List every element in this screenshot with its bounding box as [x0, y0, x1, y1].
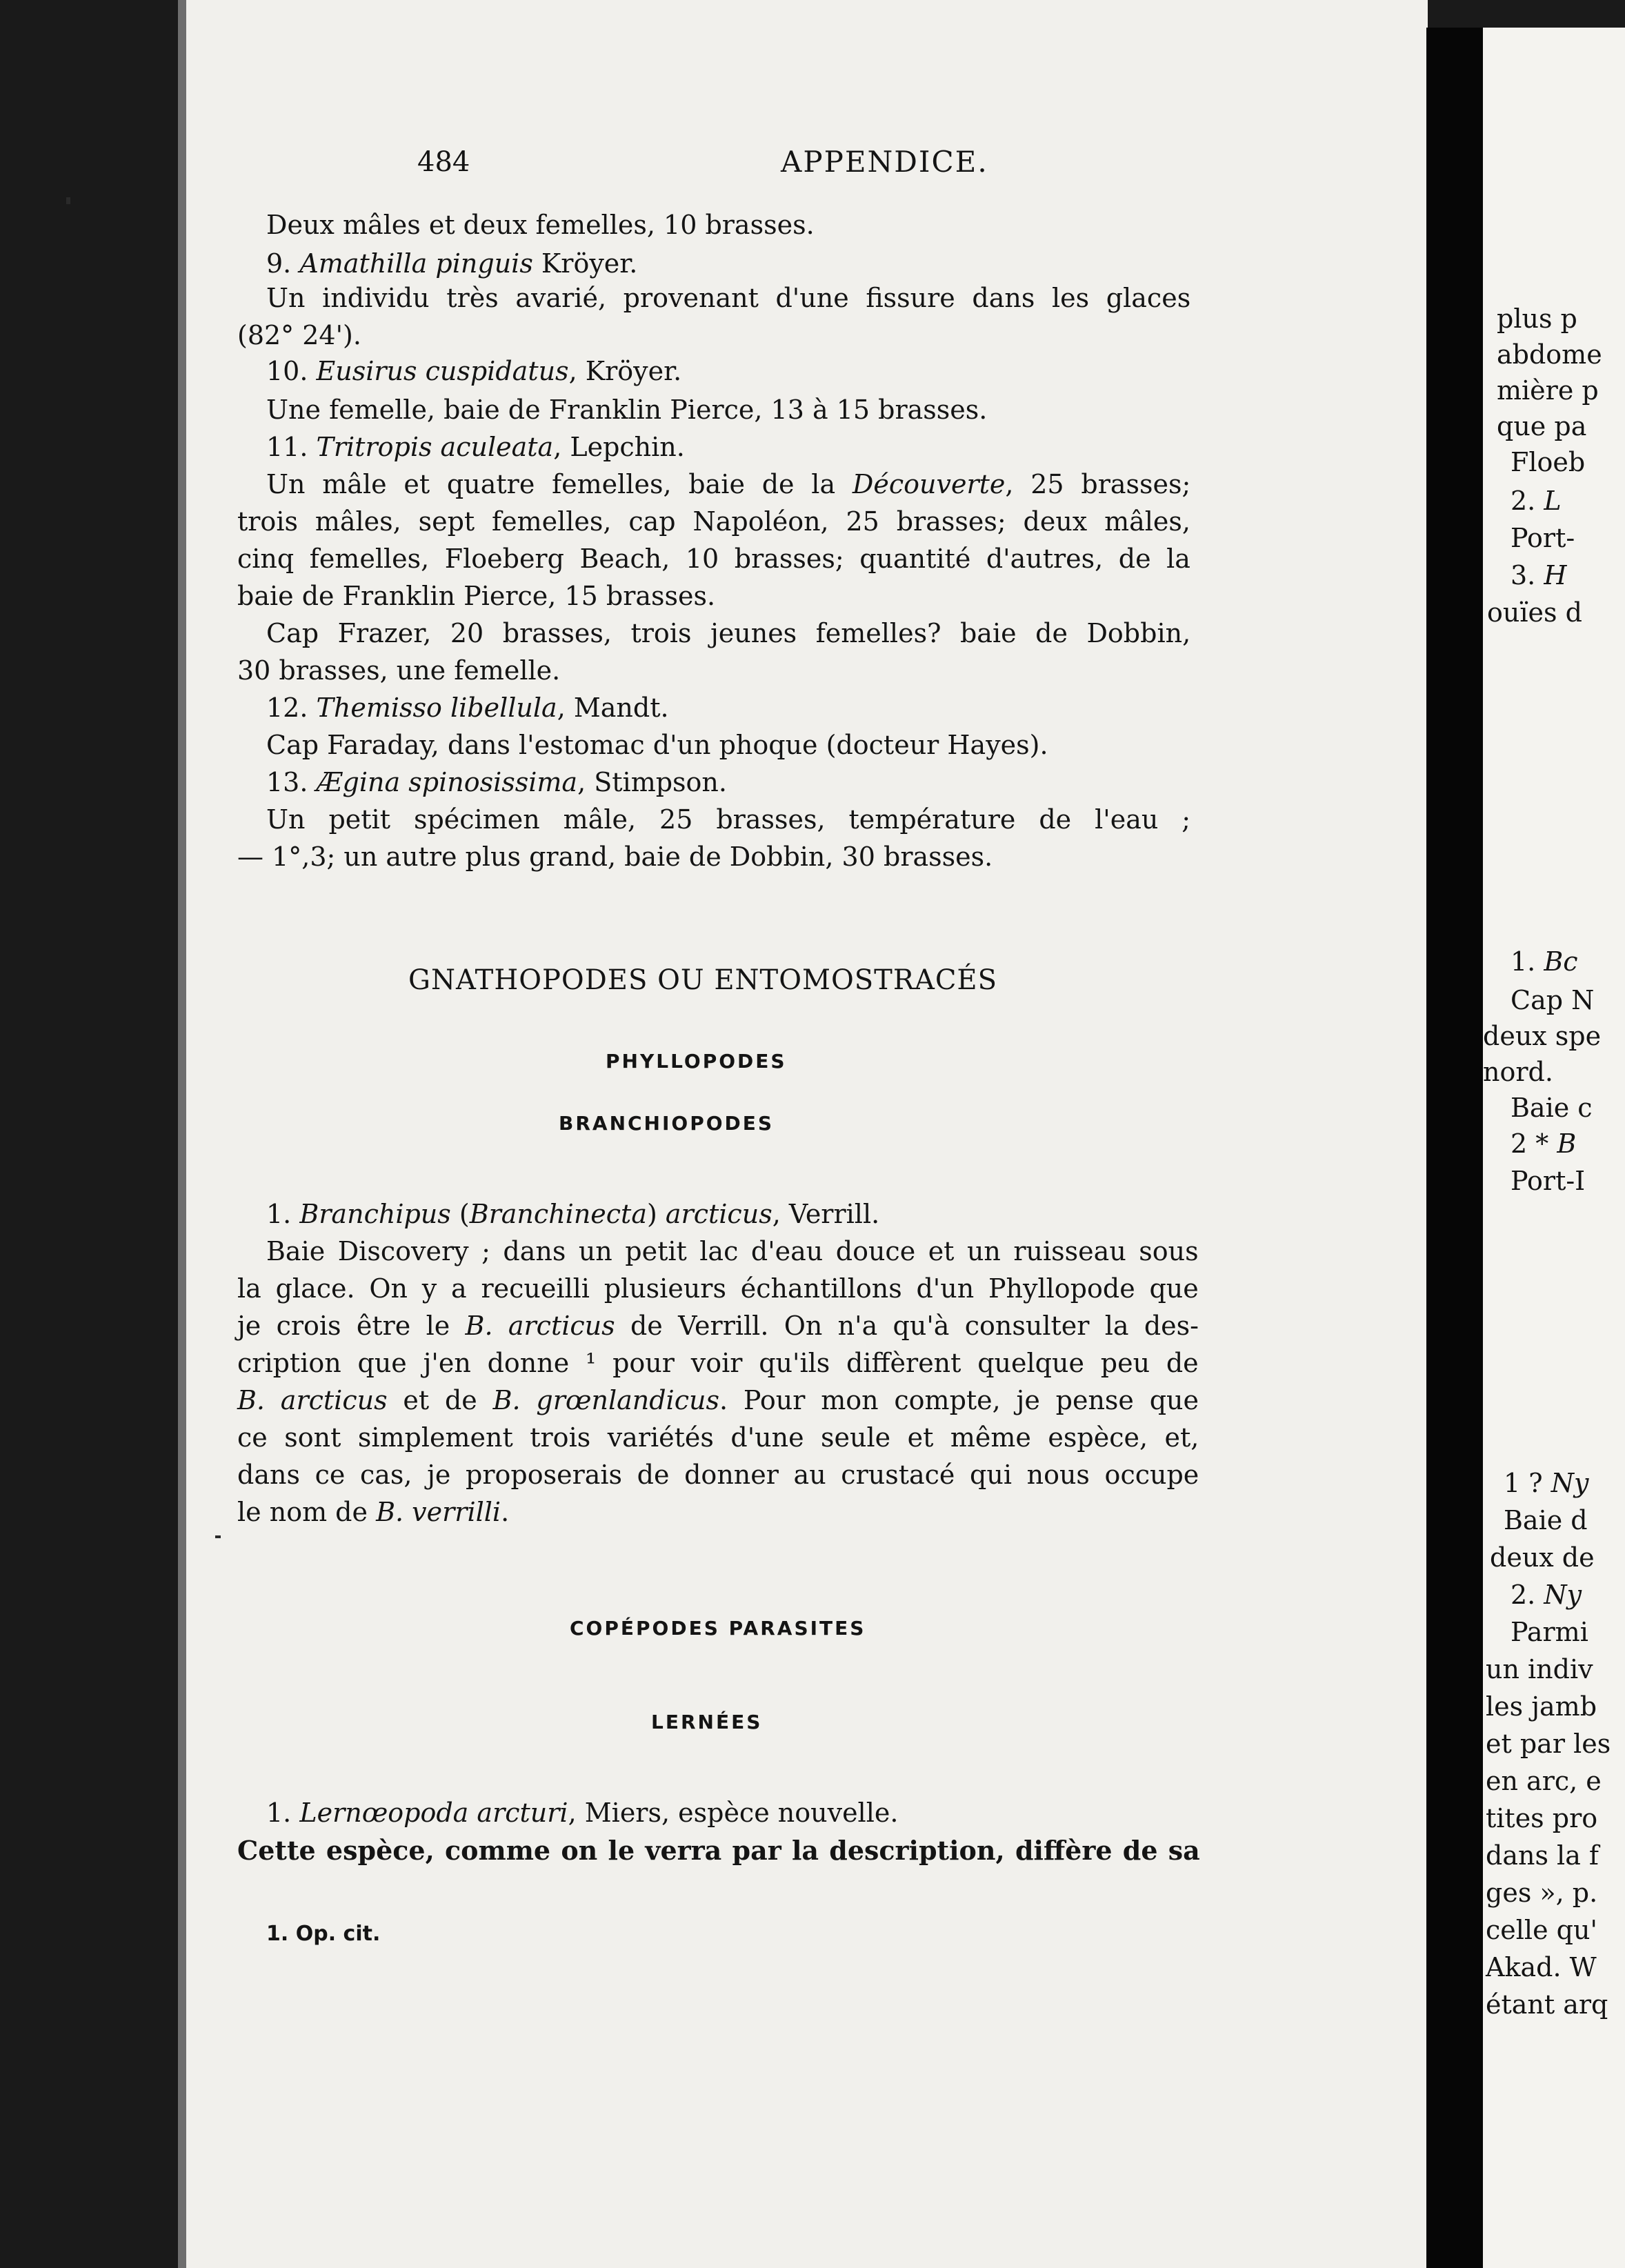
text-line: [237, 1273, 1199, 1304]
next-page-line: [1511, 1093, 1593, 1123]
text-line: [237, 320, 361, 350]
footnote: [266, 1922, 380, 1946]
text-run: 1.: [1511, 946, 1544, 977]
next-page-line: [1511, 985, 1594, 1015]
next-page-line: [1497, 411, 1586, 441]
next-page-line: [1511, 1580, 1582, 1610]
italic-text: Ægina spinosissima: [316, 767, 578, 797]
text-run: Baie c: [1511, 1093, 1593, 1123]
text-run: Deux mâles et deux femelles, 10 brasses.: [266, 210, 815, 240]
text-run: que pa: [1497, 411, 1587, 441]
text-run: 11.: [266, 432, 317, 462]
text-line: [266, 469, 1190, 499]
next-page-line: [1511, 523, 1575, 553]
next-page-line: [1486, 1840, 1599, 1871]
text-line: [266, 210, 815, 240]
book-page: [186, 0, 1428, 2268]
text-line: [266, 693, 669, 723]
next-page-line: [1497, 375, 1599, 406]
text-run: , Verrill.: [772, 1199, 880, 1229]
italic-text: L: [1544, 486, 1562, 516]
text-run: deux de: [1490, 1542, 1595, 1573]
next-page-line: [1490, 1542, 1595, 1573]
next-page-line: [1504, 1505, 1588, 1535]
italic-text: B: [1557, 1128, 1577, 1159]
text-run: LERNÉES: [651, 1711, 763, 1733]
text-run: , 25 brasses;: [1005, 469, 1191, 499]
text-line: [266, 356, 681, 386]
next-page-line: [1504, 1468, 1588, 1498]
next-page-line: [1511, 946, 1578, 977]
text-line: [237, 1348, 1199, 1378]
text-line: [237, 1385, 1199, 1415]
italic-text: arcticus: [665, 1199, 772, 1229]
text-run: Cap N: [1511, 985, 1595, 1015]
text-run: 2 *: [1511, 1128, 1557, 1159]
text-run: un indiv: [1486, 1654, 1593, 1684]
italic-text: B. arcticus: [465, 1311, 615, 1341]
text-run: en arc, e: [1486, 1766, 1602, 1796]
text-run: (: [450, 1199, 470, 1229]
text-run: tites pro: [1486, 1803, 1598, 1833]
text-run: le nom de: [237, 1497, 377, 1527]
text-run: 12.: [266, 693, 317, 723]
next-page-line: [1511, 486, 1562, 516]
running-head: APPENDICE.: [781, 145, 988, 179]
text-line: [237, 1460, 1199, 1490]
text-line: [266, 804, 1190, 835]
text-run: et par les: [1486, 1729, 1611, 1759]
text-run: cription que j'en donne ¹ pour voir qu'ils diffèrent quelque peu de: [237, 1348, 1199, 1378]
text-run: ce sont simplement trois variétés d'une seule et même espèce, et,: [237, 1422, 1199, 1453]
text-line: [237, 581, 715, 611]
text-run: ): [647, 1199, 666, 1229]
text-line: [266, 395, 987, 425]
next-page-line: [1486, 1729, 1611, 1759]
italic-text: Ny: [1544, 1580, 1582, 1610]
next-page-line: [1511, 1166, 1585, 1196]
text-run: trois mâles, sept femelles, cap Napoléon, 25 brasses; deux mâles,: [237, 506, 1190, 537]
next-page-line: [1497, 339, 1602, 370]
text-line: [237, 655, 560, 686]
text-run: plus p: [1497, 304, 1577, 334]
next-page-edge: [1483, 28, 1625, 2268]
text-run: PHYLLOPODES: [606, 1050, 787, 1073]
text-run: , Stimpson.: [577, 767, 727, 797]
text-run: Baie d: [1504, 1505, 1588, 1535]
text-run: mière p: [1497, 375, 1599, 406]
text-run: de Verrill. On n'a qu'à consulter la des-: [615, 1311, 1199, 1341]
subsection-heading: [651, 1711, 762, 1733]
text-run: Port-I: [1511, 1166, 1586, 1196]
next-page-line: [1486, 1989, 1608, 2020]
text-run: Cap Frazer, 20 brasses, trois jeunes femelles? baie de Dobbin,: [266, 618, 1191, 648]
text-line: [266, 432, 685, 462]
text-run: 2.: [1511, 1580, 1544, 1610]
italic-text: Branchinecta: [469, 1199, 647, 1229]
italic-text: Eusirus cuspidatus: [316, 356, 569, 386]
text-run: Port-: [1511, 523, 1575, 553]
text-line: [237, 1497, 509, 1527]
text-run: Baie Discovery ; dans un petit lac d'eau douce et un ruisseau sous: [266, 1236, 1199, 1266]
text-line: [237, 1422, 1199, 1453]
italic-text: Tritropis aculeata: [316, 432, 554, 462]
text-run: Un petit spécimen mâle, 25 brasses, température de l'eau ;: [266, 804, 1191, 835]
text-run: Un mâle et quatre femelles, baie de la: [266, 469, 853, 499]
text-run: 2.: [1511, 486, 1544, 516]
italic-text: B. arcticus: [237, 1385, 388, 1415]
text-run: ouïes d: [1487, 597, 1582, 628]
text-line: [237, 842, 993, 872]
text-run: 9.: [266, 248, 300, 279]
next-page-line: [1486, 1952, 1597, 1982]
page-number: 484: [417, 146, 470, 178]
text-run: 13.: [266, 767, 317, 797]
text-run: Kröyer.: [532, 248, 638, 279]
next-page-line: [1511, 560, 1566, 590]
text-run: la glace. On y a recueilli plusieurs échantillons d'un Phyllopode que: [237, 1273, 1199, 1304]
next-page-line: [1486, 1766, 1602, 1796]
text-run: abdome: [1497, 339, 1602, 370]
scan-speck: [66, 197, 70, 204]
text-line: [237, 544, 1190, 574]
text-line: [266, 248, 637, 279]
text-run: GNATHOPODES OU ENTOMOSTRACÉS: [408, 964, 998, 996]
text-run: ges », p.: [1486, 1878, 1598, 1908]
text-run: Cette espèce, comme on le verra par la description, diffère de sa: [237, 1835, 1200, 1866]
text-run: BRANCHIOPODES: [559, 1112, 775, 1135]
text-run: étant arq: [1486, 1989, 1608, 2020]
text-line: [237, 1835, 1200, 1866]
text-run: . Pour mon compte, je pense que: [719, 1385, 1199, 1415]
text-run: Cap Faraday, dans l'estomac d'un phoque (docteur Hayes).: [266, 730, 1048, 760]
subsection-heading: [559, 1112, 774, 1135]
italic-text: Themisso libellula: [316, 693, 557, 723]
text-run: (82° 24').: [237, 320, 361, 350]
text-line: [266, 283, 1190, 313]
text-run: 1 ?: [1504, 1468, 1551, 1498]
next-page-line: [1486, 1915, 1597, 1945]
text-run: 3.: [1511, 560, 1544, 590]
text-run: Parmi: [1511, 1617, 1588, 1647]
text-run: deux spe: [1483, 1021, 1602, 1051]
next-page-line: [1511, 447, 1585, 477]
text-line: [237, 506, 1190, 537]
text-run: celle qu': [1486, 1915, 1597, 1945]
text-run: 1.: [266, 1199, 300, 1229]
text-run: , Kröyer.: [568, 356, 682, 386]
text-run: 30 brasses, une femelle.: [237, 655, 561, 686]
italic-text: Lernœopoda arcturi: [299, 1798, 568, 1828]
italic-text: Bc: [1544, 946, 1578, 977]
text-line: [266, 767, 727, 797]
subsection-heading: [570, 1617, 866, 1640]
text-run: , Miers, espèce nouvelle.: [568, 1798, 899, 1828]
text-run: 1. Op. cit.: [266, 1922, 381, 1946]
text-run: dans la f: [1486, 1840, 1599, 1871]
italic-text: Ny: [1551, 1468, 1589, 1498]
book-gutter: [1426, 28, 1483, 2268]
section-heading: [408, 964, 997, 996]
text-run: — 1°,3; un autre plus grand, baie de Dobbin, 30 brasses.: [237, 842, 993, 872]
italic-text: Découverte: [852, 469, 1006, 499]
text-run: baie de Franklin Pierce, 15 brasses.: [237, 581, 716, 611]
italic-text: Branchipus: [299, 1199, 451, 1229]
next-page-line: [1486, 1691, 1597, 1722]
text-run: , Lepchin.: [553, 432, 685, 462]
italic-text: B. verrilli: [376, 1497, 501, 1527]
text-run: nord.: [1483, 1057, 1553, 1087]
next-page-line: [1487, 597, 1582, 628]
italic-text: B. grœnlandicus: [492, 1385, 719, 1415]
text-run: COPÉPODES PARASITES: [570, 1617, 866, 1640]
next-page-line: [1511, 1128, 1576, 1159]
text-run: Un individu très avarié, provenant d'une fissure dans les glaces: [266, 283, 1191, 313]
text-line: [237, 1311, 1199, 1341]
next-page-line: [1483, 1057, 1553, 1087]
text-line: [266, 1199, 879, 1229]
italic-text: H: [1544, 560, 1567, 590]
next-page-line: [1483, 1021, 1601, 1051]
text-line: [266, 618, 1190, 648]
text-run: je crois être le: [237, 1311, 466, 1341]
text-run: Akad. W: [1486, 1952, 1597, 1982]
next-page-line: [1486, 1878, 1597, 1908]
next-page-line: [1497, 304, 1577, 334]
italic-text: Amathilla pinguis: [299, 248, 533, 279]
text-line: [266, 730, 1048, 760]
text-line: [266, 1798, 898, 1828]
scan-speck: [215, 1535, 221, 1538]
next-page-line: [1486, 1803, 1597, 1833]
next-page-line: [1511, 1617, 1588, 1647]
text-run: .: [501, 1497, 510, 1527]
text-run: et de: [387, 1385, 493, 1415]
subsection-heading: [606, 1050, 787, 1073]
next-page-line: [1486, 1654, 1593, 1684]
text-run: 1.: [266, 1798, 300, 1828]
text-run: Floeb: [1511, 447, 1586, 477]
text-run: cinq femelles, Floeberg Beach, 10 brasses; quantité d'autres, de la: [237, 544, 1190, 574]
text-run: dans ce cas, je proposerais de donner au crustacé qui nous occupe: [237, 1460, 1199, 1490]
text-run: , Mandt.: [557, 693, 669, 723]
text-run: les jamb: [1486, 1691, 1597, 1722]
text-line: [266, 1236, 1199, 1266]
text-run: 10.: [266, 356, 317, 386]
text-run: Une femelle, baie de Franklin Pierce, 13 à 15 brasses.: [266, 395, 988, 425]
